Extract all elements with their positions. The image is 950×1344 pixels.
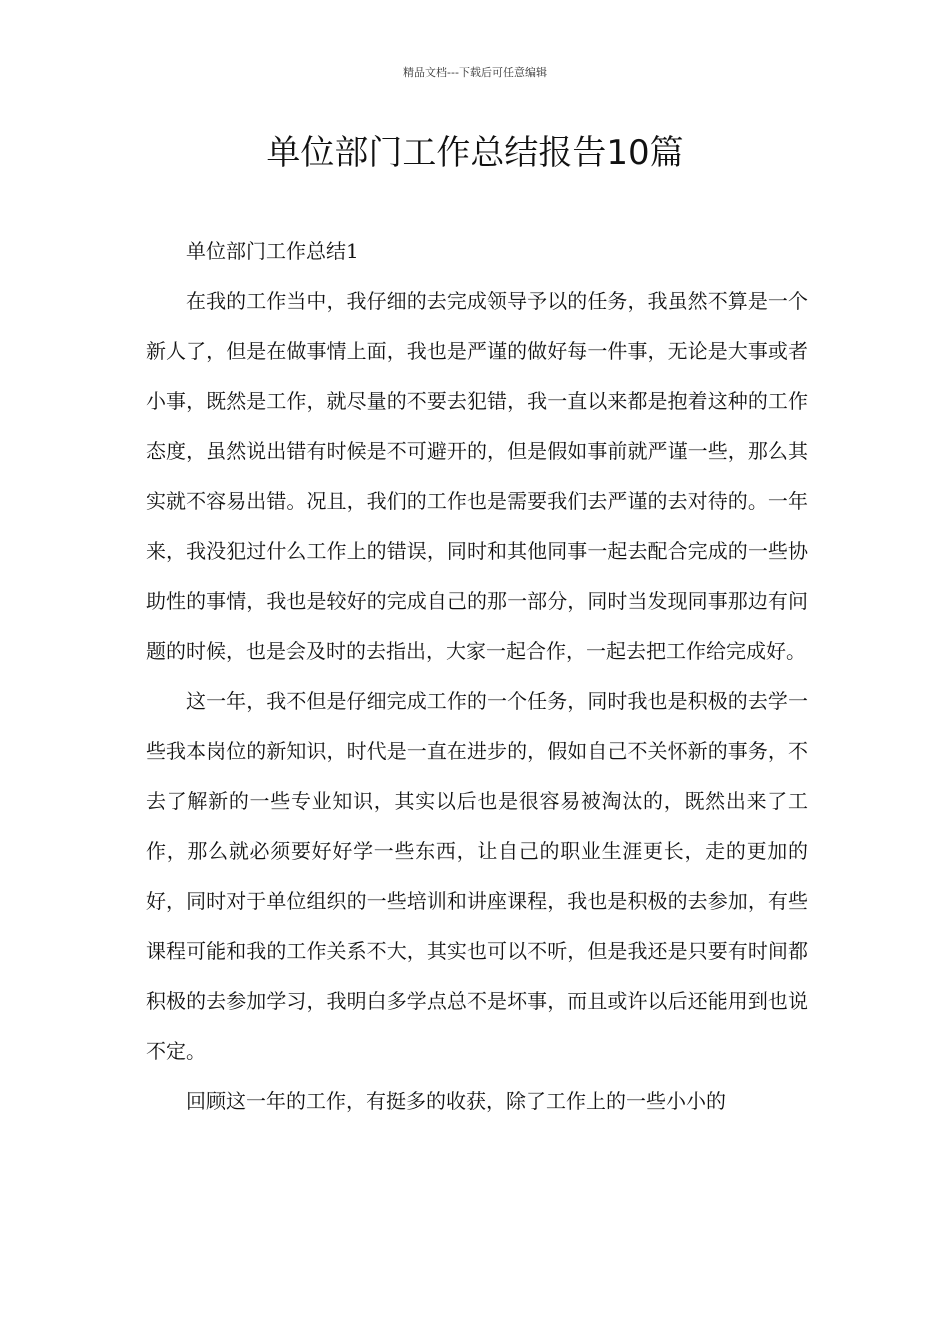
paragraph-1: 在我的工作当中，我仔细的去完成领导予以的任务，我虽然不算是一个新人了，但是在做事情上面，我也是严谨的做好每一件事，无论是大事或者小事，既然是工作，就尽量的不要去犯错，我一直以来都是抱着这种的工作态度，虽然说出错有时候是不可避开的，但是假如事前就严谨一些，那么其实就不容易出错。况且，我们的工作也是需要我们去严谨的去对待的。一年来，我没犯过什么工作上的错误，同时和其他同事一起去配合完成的一些协助性的事情，我也是较好的完成自己的那一部分，同时当发现同事那边有问题的时候，也是会及时的去指出，大家一起合作，一起去把工作给完成好。 bbox=[146, 289, 808, 663]
page-header: 精品文档---下载后可任意编辑 bbox=[403, 66, 547, 79]
section-heading: 单位部门工作总结1 bbox=[186, 239, 359, 263]
document-title: 单位部门工作总结报告10篇 bbox=[266, 133, 684, 173]
document-body bbox=[146, 226, 808, 1126]
paragraph-3: 回顾这一年的工作，有挺多的收获，除了工作上的一些小小的 bbox=[186, 1089, 726, 1113]
paragraph-2: 这一年，我不但是仔细完成工作的一个任务，同时我也是积极的去学一些我本岗位的新知识，时代是一直在进步的，假如自己不关怀新的事务，不去了解新的一些专业知识，其实以后也是很容易被淘汰的，既然出来了工作，那么就必须要好好学一些东西，让自己的职业生涯更长，走的更加的好，同时对于单位组织的一些培训和讲座课程，我也是积极的去参加，有些课程可能和我的工作关系不大，其实也可以不听，但是我还是只要有时间都积极的去参加学习，我明白多学点总不是坏事，而且或许以后还能用到也说不定。 bbox=[146, 689, 808, 1063]
